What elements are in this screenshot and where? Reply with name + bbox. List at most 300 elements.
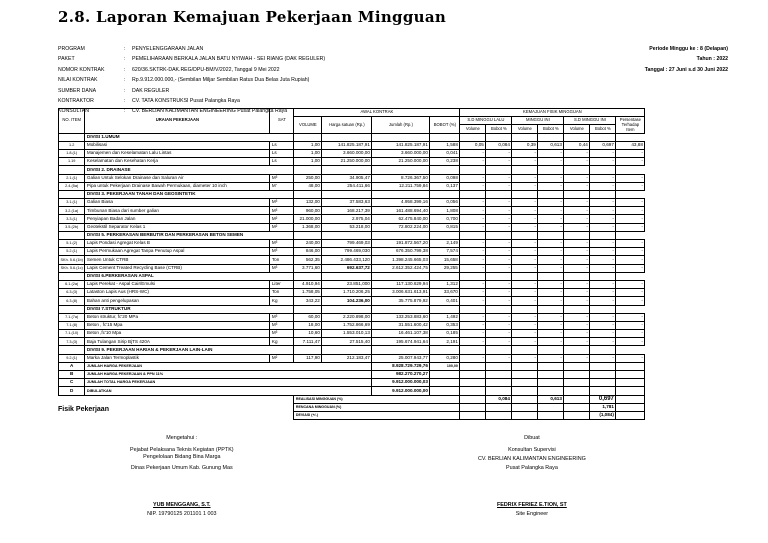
division-title: DIVISI 3. PEKERJAAN TANAH DAN GEOSINTETIK [85,190,294,198]
cell-no: 7.3.(3) [59,338,85,346]
cell-bobot: 15,658 [430,256,460,264]
cell-no [59,272,85,280]
cell-no: 6.3.(8) [59,297,85,305]
cell-uraian: Galian Biasa [85,199,270,207]
cell-volume: 250,00 [294,174,322,182]
cell-persen: - [616,199,645,207]
cell-bob-lalu: - [486,313,512,321]
cell-volume: 1.758,05 [294,289,322,297]
cell-vol-lalu: - [460,174,486,182]
cell-vol-lalu: - [460,338,486,346]
period-year: Tahun : 2022 [696,56,728,63]
cell-persen: - [616,182,645,190]
total-row [59,362,645,370]
col-bob-3: Bobot % [590,125,616,133]
cell-bob-sd: - [590,338,616,346]
cell-volume: 10,60 [294,330,322,338]
summary-label: REALISASI MINGGUAN (%) [294,395,460,403]
cell-bobot: 2,149 [430,240,460,248]
cell-bob-ini: - [538,174,564,182]
cell-no: 3.3.(1) [59,215,85,223]
table-row [59,297,645,305]
header-key: KONTRAKTOR [58,98,94,105]
cell-uraian: Keselamatan dan Kesehatan Kerja [85,158,270,166]
cell-vol-lalu: - [460,223,486,231]
header-value: PEMELIHARAAN BERKALA JALAN BATU NYIWAH - SEI RIANG (DAK REGULER) [132,56,326,63]
header-key: KONSULTAN [58,108,89,115]
cell-volume: 21.000,00 [294,215,322,223]
cell-volume: 60,00 [294,313,322,321]
cell-bob-ini: - [538,223,564,231]
cell-volume: 7.111,47 [294,338,322,346]
cell-bobot: 0,238 [430,158,460,166]
cell-persen: - [616,280,645,288]
cell-uraian: Bahan anti pengelupasan [85,297,270,305]
cell-bob-lalu: - [486,199,512,207]
cell-jumlah: 133.253.883,60 [372,313,430,321]
table-row [59,240,645,248]
cell-uraian: Lapis Cement Treated Recycling Base (CTRB) [85,264,270,272]
cell-bob-lalu: - [486,158,512,166]
sign-left-nip: NIP. 19790125 201101 1 003 [147,511,217,517]
cell-no [59,346,85,354]
cell-uraian: Manajemen dan Keselamatan Lalu Lintas [85,149,270,157]
cell-jumlah: 16.461.107,38 [372,330,430,338]
cell-volume: 1,00 [294,149,322,157]
cell-volume: 117,90 [294,354,322,362]
col-awal-kontrak: AWAL KONTRAK [294,109,460,117]
cell-bob-lalu: - [486,207,512,215]
cell-harga: 3.660.000,00 [322,149,372,157]
cell-harga: 37.583,63 [322,199,372,207]
cell-bobot: 1,312 [430,280,460,288]
total-no: B [59,371,85,379]
cell-harga: 1.752.866,69 [322,321,372,329]
total-jumlah: 8.928.729.729,76 [372,362,430,370]
cell-harga: 53.218,00 [322,223,372,231]
total-jumlah: 9.912.000.000,00 [372,387,430,395]
total-label: JUMLAH TOTAL HARGA PEKERJAAN [85,379,372,387]
cell-no: 5.1.(2) [59,240,85,248]
total-jumlah: 982.270.270,27 [372,371,430,379]
cell-no: 9.2.(1) [59,354,85,362]
fisik-label: Fisik Pekerjaan [58,406,109,413]
cell-jumlah: 21.250.000,00 [372,158,430,166]
cell-bob-lalu: - [486,354,512,362]
table-row [59,338,645,346]
sign-right-name: FEDRIX FERIEZ E.TION, ST [497,502,567,508]
cell-bob-lalu: 0,084 [486,141,512,149]
cell-bobot: 0,137 [430,182,460,190]
cell-vol-ini: - [512,207,538,215]
cell-bobot: 1,492 [430,313,460,321]
cell-bob-lalu: - [486,289,512,297]
cell-bob-ini: - [538,297,564,305]
cell-vol-sd: - [564,240,590,248]
cell-persen: - [616,354,645,362]
cell-vol-lalu: - [460,182,486,190]
header-value: 620/36.SKTRK-DAK.REG/DPU-BM/V/2022, Tanggal 9 Mei 2022 [132,66,280,73]
cell-bob-ini: - [538,158,564,166]
summary-label: RENCANA MINGGUAN (%) [294,403,460,411]
cell-no [59,305,85,313]
cell-persen: - [616,289,645,297]
total-bobot [430,371,460,379]
cell-vol-sd: - [564,158,590,166]
division-title: DIVISI 6.PERKERASAN ASPAL [85,272,294,280]
cell-vol-ini: - [512,215,538,223]
division-row [59,231,645,239]
cell-vol-ini: - [512,264,538,272]
cell-jumlah: 1.398.245.665,03 [372,256,430,264]
cell-bob-sd: - [590,289,616,297]
cell-no [59,231,85,239]
header-value: PENYELENGGARAAN JALAN [132,46,204,52]
cell-no [59,133,85,141]
cell-vol-ini: - [512,248,538,256]
cell-uraian: Lapis Permukaan Agregat Tanpa Penutup Aspal [85,248,270,256]
cell-bobot: 0,815 [430,223,460,231]
summary-b2: 0,613 [538,395,564,403]
col-sd-lalu: S.D MINGGU LALU [460,117,512,125]
cell-bob-sd: - [590,280,616,288]
summary-b3: (1,084) [590,411,616,419]
cell-no: 7.1.(10) [59,330,85,338]
total-no: A [59,362,85,370]
col-sd-ini: S.D MINGGU INI [564,117,616,125]
cell-uraian: Geotekstil Separator Kelas 1 [85,223,270,231]
cell-vol-ini: - [512,280,538,288]
header-key: PROGRAM [58,46,85,52]
cell-bob-lalu: - [486,182,512,190]
cell-uraian: Lataston Lapis Aus (HRS-WC) [85,289,270,297]
cell-bobot: 1,808 [430,207,460,215]
cell-vol-sd: - [564,223,590,231]
cell-no: 1.8.(1) [59,149,85,157]
cell-volume: 240,00 [294,240,322,248]
division-title: DIVISI 2. DRAINASE [85,166,294,174]
cell-bobot: 0,098 [430,174,460,182]
cell-persen: - [616,264,645,272]
col-bob-2: Bobot % [538,125,564,133]
cell-jumlah: 195.674.941,64 [372,338,430,346]
cell-uraian: Timbunan Biasa dari sumber galian [85,207,270,215]
cell-bob-sd: - [590,223,616,231]
cell-vol-lalu: - [460,215,486,223]
cell-bobot: 0,056 [430,199,460,207]
cell-sat: Ls [270,158,294,166]
cell-sat: Liter [270,280,294,288]
table-row [59,223,645,231]
cell-vol-ini: - [512,158,538,166]
cell-no [59,166,85,174]
cell-sat: Ton [270,289,294,297]
cell-vol-lalu: - [460,240,486,248]
cell-bob-lalu: - [486,149,512,157]
table-row [59,354,645,362]
cell-bob-lalu: - [486,338,512,346]
header-key: NILAI KONTRAK [58,77,98,84]
cell-uraian: Lapis Pondasi Agregat Kelas B [85,240,270,248]
table-row [59,280,645,288]
table-row [59,321,645,329]
cell-no: 6.3.(3) [59,289,85,297]
division-row [59,272,645,280]
cell-bobot: 0,280 [430,354,460,362]
cell-jumlah: 8.726.367,50 [372,174,430,182]
total-row [59,387,645,395]
summary-label: DEVIASI (+/-) [294,411,460,419]
cell-vol-sd: - [564,207,590,215]
cell-vol-sd: - [564,256,590,264]
cell-vol-sd: - [564,182,590,190]
cell-bob-ini: - [538,313,564,321]
header-colon: : [124,108,126,115]
cell-vol-lalu: - [460,354,486,362]
page-title: 2.8. Laporan Kemajuan Pekerjaan Mingguan [58,8,447,26]
period-week: Periode Minggu ke : 8 (Delapan) [649,46,728,52]
cell-bob-ini: - [538,354,564,362]
cell-vol-ini: - [512,297,538,305]
cell-bob-lalu: - [486,321,512,329]
table-row [59,289,645,297]
division-title: DIVISI 7.STRUKTUR [85,305,294,313]
cell-vol-lalu: - [460,256,486,264]
cell-volume: 132,00 [294,199,322,207]
cell-harga: 799.469,03 [322,240,372,248]
cell-harga: 2.220.898,00 [322,313,372,321]
cell-bob-ini: - [538,321,564,329]
cell-bob-sd: - [590,354,616,362]
cell-bob-ini: - [538,264,564,272]
table-row [59,199,645,207]
signature-right [478,434,586,519]
sign-right-line3: CV. BERLIAN KALIMANTAN ENGINEERING [478,456,586,462]
cell-bobot: 0,041 [430,149,460,157]
header-colon: : [124,56,126,63]
header-row [58,44,325,54]
cell-uraian: Penyiapan Badan Jalan [85,215,270,223]
cell-vol-sd: 0,44 [564,141,590,149]
cell-uraian: Beton struktur, fc'20 MPa [85,313,270,321]
total-no: D [59,387,85,395]
cell-vol-lalu: - [460,264,486,272]
col-vol-1: Volume [460,125,486,133]
cell-bob-sd: - [590,158,616,166]
cell-harga: 254.411,66 [322,182,372,190]
period-date: Tanggal : 27 Juni s.d 30 Juni 2022 [644,66,728,73]
cell-persen: - [616,223,645,231]
cell-bob-ini: 0,613 [538,141,564,149]
division-row [59,305,645,313]
table-row [59,215,645,223]
cell-vol-sd: - [564,264,590,272]
cell-persen: - [616,149,645,157]
table-row [59,256,645,264]
cell-bob-sd: - [590,207,616,215]
cell-vol-sd: - [564,215,590,223]
cell-sat: Kg [270,297,294,305]
cell-vol-ini: - [512,149,538,157]
cell-vol-lalu: - [460,207,486,215]
cell-bob-ini: - [538,207,564,215]
sign-left-line2: Pejabat Pelaksana Teknis Kegiatan (PPTK) [130,447,234,453]
cell-no: 1.19 [59,158,85,166]
cell-sat: M² [270,223,294,231]
cell-persen: - [616,174,645,182]
col-kemajuan: KEMAJUAN FISIK MINGGUAN [460,109,645,117]
cell-no: 3.2.(1a) [59,207,85,215]
header-row [58,75,325,85]
cell-jumlah: 35.775.879,92 [372,297,430,305]
header-key: NOMOR KONTRAK [58,66,105,73]
total-label: DIBULATKAN [85,387,372,395]
cell-vol-lalu: 0,05 [460,141,486,149]
cell-jumlah: 141.825.187,91 [372,141,430,149]
cell-bob-ini: - [538,240,564,248]
cell-harga: 2.486.433,120 [322,256,372,264]
cell-vol-sd: - [564,289,590,297]
sign-left-line4: Dinas Pekerjaan Umum Kab. Gunung Mas [130,465,233,471]
col-harga: Harga satuan (Rp.) [322,117,372,133]
table-row [59,313,645,321]
cell-bobot: 2,191 [430,338,460,346]
cell-bob-sd: - [590,248,616,256]
col-vol-2: Volume [512,125,538,133]
deviasi-row [59,411,645,419]
division-title: DIVISI 9. PEKERJAAN HARIAN & PEKERJAAN LAIN-LAIN [85,346,294,354]
cell-vol-sd: - [564,321,590,329]
cell-vol-sd: - [564,313,590,321]
col-vol-3: Volume [564,125,590,133]
col-minggu-ini: MINGGU INI [512,117,564,125]
cell-bob-lalu: - [486,248,512,256]
cell-uraian: Baja Tulangan Sirip BjTS 420A [85,338,270,346]
cell-persen: - [616,256,645,264]
total-label: JUMLAH HARGA PEKERJAAN [85,362,372,370]
col-volume: VOLUME [294,117,322,133]
signature-left [130,434,234,519]
sign-left-name: YUB MENGGANG, S.T. [153,502,211,508]
cell-no [59,190,85,198]
cell-persen: 43,88 [616,141,645,149]
cell-sat: M³ [270,248,294,256]
cell-no: 7.1.(7a) [59,313,85,321]
cell-vol-sd: - [564,149,590,157]
division-row [59,133,645,141]
cell-vol-lalu: - [460,297,486,305]
cell-vol-lalu: - [460,330,486,338]
sign-right-role: Site Engineer [515,511,549,517]
cell-persen: - [616,313,645,321]
cell-bob-lalu: - [486,223,512,231]
cell-vol-sd: - [564,199,590,207]
cell-volume: 4.910,94 [294,280,322,288]
cell-vol-ini: - [512,354,538,362]
cell-vol-ini: - [512,182,538,190]
division-row [59,346,645,354]
cell-bob-ini: - [538,248,564,256]
cell-bob-sd: - [590,313,616,321]
cell-bob-ini: - [538,199,564,207]
table-row [59,330,645,338]
header-value: Rp.9.912.000.000,- (Sembilan Miljar Sembilan Ratus Dua Belas Juta Rupiah) [132,77,310,84]
col-bobot: BOBOT (%) [430,117,460,133]
cell-harga: 34.905,47 [322,174,372,182]
cell-no: 3.1.(1) [59,199,85,207]
cell-jumlah: 4.958.399,16 [372,199,430,207]
cell-harga: 23.851,000 [322,280,372,288]
cell-sat: M³ [270,313,294,321]
header-colon: : [124,98,126,105]
cell-sat: M³ [270,207,294,215]
cell-uraian: Lapis Perekat - Aspal Cair/Emulsi [85,280,270,288]
cell-sat: M' [270,182,294,190]
cell-bob-sd: - [590,297,616,305]
cell-sat: M² [270,354,294,362]
cell-bobot: 0,353 [430,321,460,329]
total-bobot [430,379,460,387]
cell-jumlah: 25.007.943,77 [372,354,430,362]
cell-uraian: Beton ,fc'10 Mpa [85,330,270,338]
table-row [59,248,645,256]
cell-persen: - [616,297,645,305]
cell-sat: M² [270,215,294,223]
summary-b3: 0,697 [590,395,616,403]
cell-volume: 343,22 [294,297,322,305]
cell-jumlah: 3.660.000,00 [372,149,430,157]
cell-bob-lalu: - [486,174,512,182]
header-colon: : [124,77,126,84]
total-bobot: 100,00 [430,362,460,370]
cell-bob-ini: - [538,182,564,190]
table-row [59,207,645,215]
cell-vol-lalu: - [460,280,486,288]
cell-bobot: 0,185 [430,330,460,338]
total-label: JUMLAH HARGA PEKERJAAN & PPN 11% [85,371,372,379]
cell-jumlah: 12.211.759,84 [372,182,430,190]
cell-bob-sd: - [590,149,616,157]
cell-volume: 846,00 [294,248,322,256]
cell-vol-lalu: - [460,248,486,256]
cell-vol-ini: - [512,338,538,346]
header-colon: : [124,87,126,94]
total-jumlah: 9.912.000.000,03 [372,379,430,387]
cell-volume: 1,00 [294,158,322,166]
cell-volume: 3.771,60 [294,264,322,272]
sign-right-line4: Pusat Palangka Raya [506,465,558,471]
cell-harga: 692.637,72 [322,264,372,272]
progress-table [58,108,645,420]
division-title: DIVISI 5. PERKERASAN BERBUTIR DAN PERKERASAN BETON SEMEN [85,231,294,239]
cell-sat: M³ [270,321,294,329]
cell-volume: 1,00 [294,141,322,149]
cell-bob-lalu: - [486,280,512,288]
cell-no: SKh. 5.6.(1b) [59,256,85,264]
header-row [58,86,325,96]
sign-right-line1: Dibuat [524,435,540,441]
cell-harga: 212.183,47 [322,354,372,362]
cell-bobot: 33,670 [430,289,460,297]
col-no: NO. ITEM [59,109,85,134]
sign-right-line2: Konsultan Supervisi [508,447,556,453]
cell-no: 2.4.(5a) [59,182,85,190]
cell-sat: Ls [270,141,294,149]
cell-bob-lalu: - [486,256,512,264]
cell-bob-lalu: - [486,215,512,223]
cell-bob-ini: - [538,149,564,157]
cell-bob-sd: - [590,215,616,223]
